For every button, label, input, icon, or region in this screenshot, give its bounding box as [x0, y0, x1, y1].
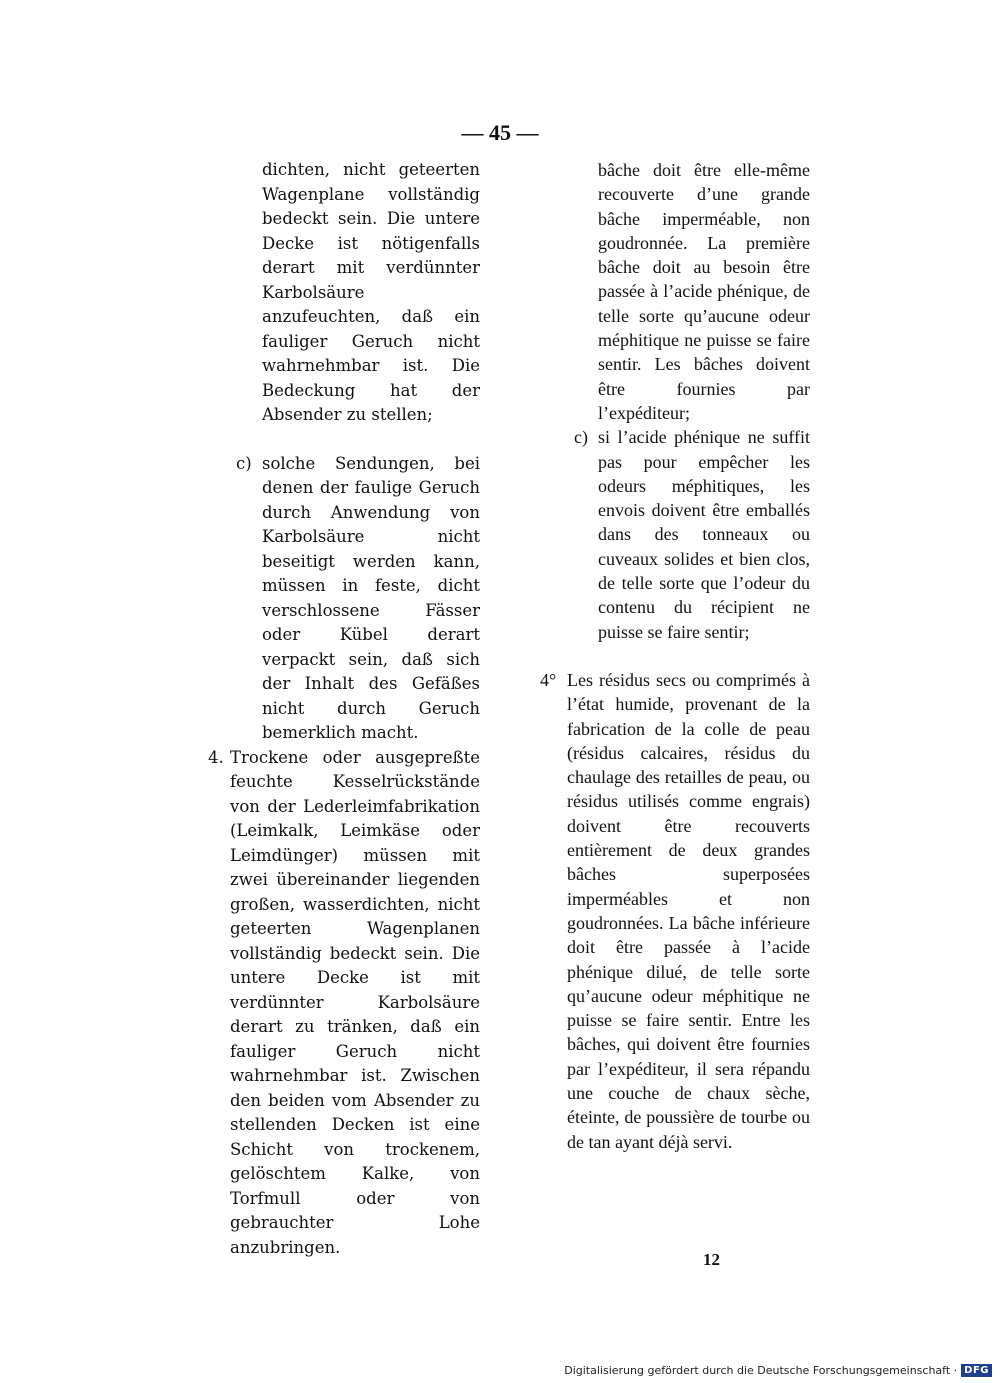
- german-item-4-marker: 4.: [208, 747, 224, 767]
- french-item-c-text: si l’acide phénique ne suffit pas pour empêcher les odeurs méphitiques, les envois doivent être emballés dans des tonneaux ou cuveaux solides et bien clos, de telle sorte que l’odeur du contenu du récipient ne puisse se faire sentir;: [598, 427, 810, 642]
- german-column: [200, 158, 480, 1260]
- french-item-c-marker: c): [574, 427, 588, 448]
- french-column: [530, 158, 810, 1154]
- german-continuation-paragraph: dichten, nicht geteerten Wagenplane vollständig bedeckt sein. Die untere Decke ist nötigenfalls derart mit verdünnter Karbolsäure anzufeuchten, daß ein fauliger Geruch nicht wahrnehmbar ist. Die Bedeckung hat der Absender zu stellen;: [262, 160, 480, 424]
- french-item-4-marker: 4°: [540, 669, 557, 690]
- sheet-signature-mark: 12: [703, 1250, 720, 1269]
- german-item-4: [200, 746, 480, 1261]
- footer-credit-text: Digitalisierung gefördert durch die Deutsche Forschungsgemeinschaft ·: [564, 1364, 958, 1377]
- german-item-c: [200, 452, 480, 746]
- german-item-c-text: solche Sendungen, bei denen der faulige Geruch durch Anwendung von Karbolsäure nicht beseitigt werden kann, müssen in feste, dicht verschlossene Fässer oder Kübel derart verpackt sein, daß sich der Inhalt des Gefäßes nicht durch Geruch bemerklich macht.: [262, 453, 480, 742]
- french-item-4-text: Les résidus secs ou comprimés à l’état humide, provenant de la fabrication de la colle de peau (résidus calcaires, résidus du chaulage des retailles de peau, ou résidus utilisés comme engrais) doivent être recouverts entièrement de deux grandes bâches superposées imperméables et non goudronnées. La bâche inférieure doit être passée à l’acide phénique dilué, de telle sorte qu’aucune odeur méphitique ne puisse se faire sentir. Entre les bâches, qui doivent être fournies par l’expéditeur, il sera répandu une couche de chaux sèche, éteinte, de poussière de tourbe ou de tan ayant déjà servi.: [567, 669, 810, 1152]
- german-item-c-marker: c): [236, 453, 252, 473]
- page-number: — 45 —: [461, 120, 539, 145]
- german-item-4-text: Trockene oder ausgepreßte feuchte Kesselrückstände von der Lederleimfabrikation (Leimkalk, Leimkäse oder Leimdünger) müssen mit zwei übereinander liegenden großen, wasserdichten, nicht geteerten Wagenplanen vollständig bedeckt sein. Die untere Decke ist mit verdünnter Karbolsäure derart zu tränken, daß ein fauliger Geruch nicht wahrnehmbar ist. Zwischen den beiden vom Absender zu stellenden Decken ist eine Schicht von trockenem, gelöschtem Kalke, von Torfmull oder von gebrauchter Lohe anzubringen.: [230, 747, 480, 1257]
- french-continuation-paragraph: bâche doit être elle-même recouverte d’une grande bâche imperméable, non goudronnée. La première bâche doit au besoin être passée à l’acide phénique, de telle sorte qu’aucune odeur méphitique ne puisse se faire sentir. Les bâches doivent être fournies par l’expéditeur;: [598, 160, 810, 423]
- digitization-footer: [564, 1364, 992, 1377]
- french-item-4: [530, 668, 810, 1154]
- dfg-logo-icon: DFG: [961, 1364, 992, 1377]
- french-item-c: [530, 425, 810, 644]
